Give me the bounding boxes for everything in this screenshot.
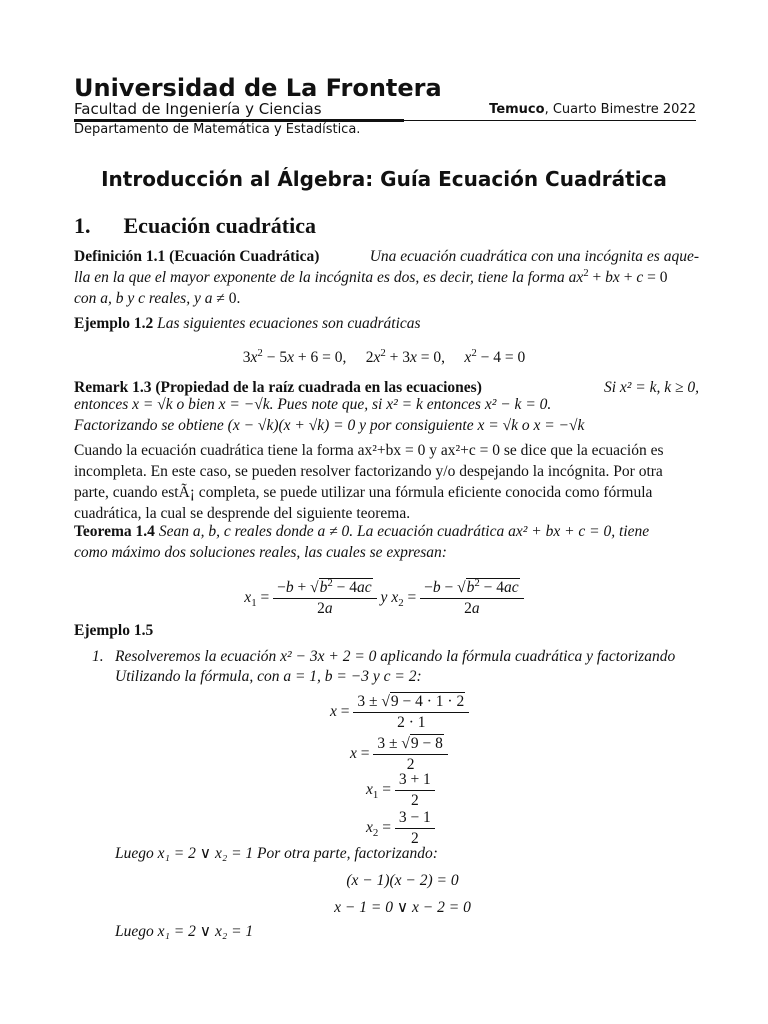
paragraph-line-4: cuadrática, la cual se desprende del siguiente teorema. [74,505,411,522]
place-term [489,102,696,117]
section-heading [74,213,316,239]
example-1-2-text: Las siguientes ecuaciones son cuadráticas [157,315,421,332]
remark-line2: entonces x = √k o bien x = −√k. Pues note que, si x² = k entonces x² − k = 0. [74,396,552,413]
example-1-2-equations: $3x^2 - 5x + 6 = 0$, $2x^2 + 3x = 0$, $x^2 - 4 = 0$ [242,346,526,366]
formula-x1-fraction: $\frac{-b + √b^2 - 4ac}{2a}$ [273,578,377,619]
theorem-line2: como máximo dos soluciones reales, las cuales se expresan: [74,544,447,561]
section-number: 1. [74,213,91,238]
faculty-name: Facultad de Ingeniería y Ciencias [74,100,322,118]
formula-x2-fraction: $\frac{-b - √b^2 - 4ac}{2a}$ [420,578,524,619]
quadratic-formula: $x_1$ = $\frac{-b + √b^2 - 4ac}{2a}$ y $x_2$ = $\frac{-b - √b^2 - 4ac}{2a}$ [0,578,768,619]
example-1-5-label: Ejemplo 1.5 [74,622,154,639]
definition-text-a: Una ecuación cuadrática con una incógnita es aque- [369,248,699,265]
example-1-5-item-number: 1. [92,648,104,665]
department-name: Departamento de Matemática y Estadística. [74,122,361,137]
definition-text-c: con a, b y c reales, y [74,290,201,307]
definition-text-b: lla en la que el mayor exponente de la incógnita es dos, es decir, tiene la forma [74,269,565,286]
page-title: Introducción al Álgebra: Guía Ecuación Cuadrática [101,167,667,191]
luego-line-2: Luego x₁ = 2 ∨ x₂ = 1 [115,923,254,940]
luego-line-1: Luego x₁ = 2 ∨ x₂ = 1 Por otra parte, factorizando: [115,845,438,862]
remark-line3: Factorizando se obtiene (x − √k)(x + √k) = 0 y por consiguiente x = √k o x = −√k [74,417,585,434]
derivation-step-2: x = $\frac{3 \pm √9 - 8}{2}$ [350,734,448,775]
definition-formula: $ax^2$ + bx + c = 0 [568,266,668,286]
example-1-5-item-line1: Resolveremos la ecuación x² − 3x + 2 = 0 aplicando la fórmula cuadrática y factorizando [115,648,676,665]
derivation-step-1: x = $\frac{3 \pm √9 - 4 \cdot 1 \cdot 2}{2 \cdot 1}$ [330,692,469,733]
theorem-1-4 [74,521,699,563]
remark-line1-end: Si x² = k, k ≥ 0, [603,379,699,396]
remark-label: Remark 1.3 (Propiedad de la raíz cuadrada en las ecuaciones) [74,379,482,396]
paragraph-line-3: parte, cuando estÃ¡ completa, se puede utilizar una fórmula eficiente conocida como fórmula [74,484,653,501]
paragraph-line-1: Cuando la ecuación cuadrática tiene la forma ax²+bx = 0 y ax²+c = 0 se dice que la ecuación es [74,442,664,459]
derivation-step-4: $x_2$ = $\frac{3 - 1}{2}$ [366,808,435,849]
paragraph-line-2: incompleta. En este caso, se pueden resolver factorizando y/o despejando la incógnita. Por otra [74,463,663,480]
section-title: Ecuación cuadrática [123,213,316,238]
theorem-label: Teorema 1.4 [74,523,155,540]
example-1-5-item-line2: Utilizando la fórmula, con a = 1, b = −3 y c = 2: [115,668,422,685]
derivation-step-3: $x_1$ = $\frac{3 + 1}{2}$ [366,770,435,811]
place: Temuco [489,102,545,117]
formula-connector: y [380,589,388,607]
example-1-2 [74,315,421,333]
term: , Cuarto Bimestre 2022 [544,102,696,117]
split-equation: x − 1 = 0 ∨ x − 2 = 0 [334,899,471,916]
theorem-line1: Sean a, b, c reales donde a ≠ 0. La ecuación cuadrática ax² + bx + c = 0, tiene [158,523,650,540]
remark-1-3 [74,377,699,436]
header-rule-thin [74,120,696,121]
definition-label: Definición 1.1 (Ecuación Cuadrática) [74,248,320,265]
university-name: Universidad de La Frontera [74,74,442,102]
definition-1-1 [74,246,699,309]
factored-equation: (x − 1)(x − 2) = 0 [346,872,459,889]
incomplete-paragraph [74,440,699,524]
definition-condition: a ≠ 0. [204,290,241,307]
example-1-2-label: Ejemplo 1.2 [74,315,154,332]
